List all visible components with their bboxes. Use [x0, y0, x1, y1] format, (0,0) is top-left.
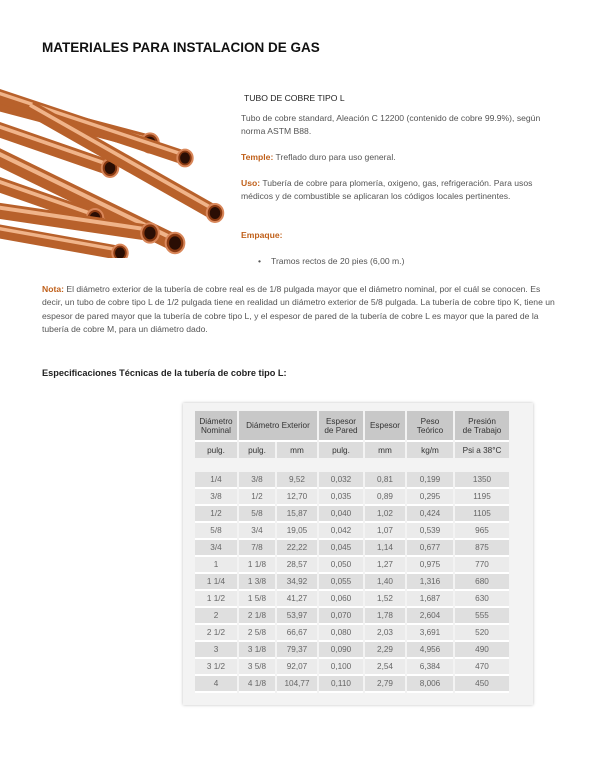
table-cell: 7/8 — [239, 540, 275, 557]
table-cell: 1,40 — [365, 574, 405, 591]
table-cell: 0,080 — [319, 625, 363, 642]
table-cell: 92,07 — [277, 659, 317, 676]
spec-title: Especificaciones Técnicas de la tubería de cobre tipo L: — [42, 368, 287, 378]
table-cell: 15,87 — [277, 506, 317, 523]
table-cell: 41,27 — [277, 591, 317, 608]
temple-label: Temple: — [241, 152, 274, 162]
table-cell: 2,03 — [365, 625, 405, 642]
table-cell: 3/4 — [239, 523, 275, 540]
table-cell: 5/8 — [239, 506, 275, 523]
table-cell: 1,14 — [365, 540, 405, 557]
table-cell: 555 — [455, 608, 509, 625]
table-row — [195, 540, 509, 557]
table-unit-header: Psi a 38°C — [455, 442, 509, 458]
empaque-bullet-item — [258, 256, 404, 266]
table-cell: 630 — [455, 591, 509, 608]
table-cell: 490 — [455, 642, 509, 659]
table-cell: 1,27 — [365, 557, 405, 574]
nota-text: El diámetro exterior de la tubería de cobre real es de 1/8 pulgada mayor que el diámetro nominal, por el cuál se conocen. Es decir, un tubo de cobre tipo L de 1/2 pulgada tiene en realidad un diámetro exterior de 5/8 pulgada. La tubería de cobre tipo K, tiene un espesor de pared mayor que la tubería de cobre tipo L, y el espesor de pared de la tubería de cobre L es mayor que la pared de la tubería de cobre M, para un diámetro dado. — [42, 284, 555, 334]
table-cell: 3 1/8 — [239, 642, 275, 659]
table-cell: 3 1/2 — [195, 659, 237, 676]
table-cell: 2,54 — [365, 659, 405, 676]
table-row — [195, 642, 509, 659]
table-cell: 0,295 — [407, 489, 453, 506]
table-cell: 3/8 — [239, 472, 275, 489]
table-header: Espesor — [365, 411, 405, 442]
table-cell: 1/4 — [195, 472, 237, 489]
table-cell: 5/8 — [195, 523, 237, 540]
table-cell: 1/2 — [239, 489, 275, 506]
copper-pipe-hole — [169, 236, 181, 250]
table-cell: 0,032 — [319, 472, 363, 489]
nota-paragraph — [42, 283, 560, 336]
empaque-item: Tramos rectos de 20 pies (6,00 m.) — [271, 256, 405, 266]
table-cell: 2 1/8 — [239, 608, 275, 625]
table-cell: 28,57 — [277, 557, 317, 574]
table-cell: 79,37 — [277, 642, 317, 659]
table-cell: 0,070 — [319, 608, 363, 625]
table-cell: 0,090 — [319, 642, 363, 659]
table-cell: 0,975 — [407, 557, 453, 574]
spec-table-image — [183, 403, 533, 705]
table-cell: 1 1/2 — [195, 591, 237, 608]
table-unit-header: pulg. — [195, 442, 237, 458]
table-cell: 1,316 — [407, 574, 453, 591]
table-cell: 19,05 — [277, 523, 317, 540]
product-subtitle: TUBO DE COBRE TIPO L — [244, 93, 345, 103]
table-unit-header: pulg. — [319, 442, 363, 458]
table-cell: 1/2 — [195, 506, 237, 523]
table-cell: 0,677 — [407, 540, 453, 557]
table-cell: 4 — [195, 676, 237, 693]
table-cell: 22,22 — [277, 540, 317, 557]
table-header: Espesor de Pared — [319, 411, 363, 442]
table-cell: 3,691 — [407, 625, 453, 642]
table-header: Diámetro Exterior — [239, 411, 317, 442]
copper-pipe-hole — [210, 207, 221, 219]
table-cell: 1,02 — [365, 506, 405, 523]
table-cell: 3 5/8 — [239, 659, 275, 676]
table-cell: 470 — [455, 659, 509, 676]
table-cell: 2,79 — [365, 676, 405, 693]
table-cell: 1,687 — [407, 591, 453, 608]
table-cell: 12,70 — [277, 489, 317, 506]
bullet-icon: • — [258, 256, 262, 266]
table-cell: 1 — [195, 557, 237, 574]
table-cell: 1,78 — [365, 608, 405, 625]
copper-pipe-hole — [144, 227, 155, 240]
table-cell: 2 1/2 — [195, 625, 237, 642]
table-cell: 0,042 — [319, 523, 363, 540]
table-cell: 0,040 — [319, 506, 363, 523]
table-cell: 0,050 — [319, 557, 363, 574]
table-cell: 0,199 — [407, 472, 453, 489]
temple-paragraph — [241, 151, 561, 164]
table-row — [195, 676, 509, 693]
table-cell: 0,060 — [319, 591, 363, 608]
table-cell: 0,81 — [365, 472, 405, 489]
table-cell: 0,045 — [319, 540, 363, 557]
table-row — [195, 591, 509, 608]
table-cell: 875 — [455, 540, 509, 557]
page-title: MATERIALES PARA INSTALACION DE GAS — [42, 40, 320, 55]
table-cell: 770 — [455, 557, 509, 574]
table-cell: 34,92 — [277, 574, 317, 591]
table-cell: 2,604 — [407, 608, 453, 625]
table-cell: 3/8 — [195, 489, 237, 506]
table-row — [195, 659, 509, 676]
table-cell: 1195 — [455, 489, 509, 506]
table-cell: 2,29 — [365, 642, 405, 659]
table-cell: 2 — [195, 608, 237, 625]
copper-pipe-hole — [180, 152, 190, 163]
table-header: Presión de Trabajo — [455, 411, 509, 442]
empaque-label-line — [241, 229, 561, 242]
table-cell: 680 — [455, 574, 509, 591]
table-row — [195, 557, 509, 574]
table-header: Diámetro Nominal — [195, 411, 237, 442]
table-cell: 1 1/4 — [195, 574, 237, 591]
table-unit-header: mm — [277, 442, 317, 458]
uso-paragraph — [241, 177, 561, 203]
table-row — [195, 608, 509, 625]
table-cell: 520 — [455, 625, 509, 642]
empaque-label: Empaque: — [241, 230, 283, 240]
table-unit-header: kg/m — [407, 442, 453, 458]
table-cell: 0,89 — [365, 489, 405, 506]
table-cell: 104,77 — [277, 676, 317, 693]
table-cell: 0,539 — [407, 523, 453, 540]
table-cell: 8,006 — [407, 676, 453, 693]
table-cell: 0,100 — [319, 659, 363, 676]
uso-label: Uso: — [241, 178, 261, 188]
table-cell: 4,956 — [407, 642, 453, 659]
table-row — [195, 523, 509, 540]
product-description: Tubo de cobre standard, Aleación C 12200 (contenido de cobre 99.9%), según norma ASTM B88. — [241, 113, 541, 136]
table-cell: 66,67 — [277, 625, 317, 642]
table-row — [195, 506, 509, 523]
table-cell: 1,52 — [365, 591, 405, 608]
table-cell: 3/4 — [195, 540, 237, 557]
table-cell: 1,07 — [365, 523, 405, 540]
table-unit-header: mm — [365, 442, 405, 458]
uso-text: Tubería de cobre para plomería, oxigeno, gas, refrigeración. Para usos médicos y de combustible se aplicaran los códigos locales pertinentes. — [241, 178, 533, 201]
table-cell: 1 1/8 — [239, 557, 275, 574]
table-cell: 1 3/8 — [239, 574, 275, 591]
table-cell: 0,055 — [319, 574, 363, 591]
table-cell: 53,97 — [277, 608, 317, 625]
table-header: Peso Teórico — [407, 411, 453, 442]
table-cell: 0,035 — [319, 489, 363, 506]
table-row — [195, 625, 509, 642]
table-cell: 2 5/8 — [239, 625, 275, 642]
table-cell: 1350 — [455, 472, 509, 489]
table-cell: 1105 — [455, 506, 509, 523]
table-cell: 3 — [195, 642, 237, 659]
table-cell: 4 1/8 — [239, 676, 275, 693]
table-row — [195, 574, 509, 591]
table-cell: 965 — [455, 523, 509, 540]
table-cell: 0,110 — [319, 676, 363, 693]
table-row — [195, 472, 509, 489]
table-cell: 9,52 — [277, 472, 317, 489]
spec-table — [193, 411, 511, 693]
temple-text: Treflado duro para uso general. — [273, 152, 396, 162]
copper-pipes-image — [0, 88, 232, 258]
table-row — [195, 489, 509, 506]
table-unit-header: pulg. — [239, 442, 275, 458]
table-cell: 0,424 — [407, 506, 453, 523]
nota-label: Nota: — [42, 284, 64, 294]
table-cell: 6,384 — [407, 659, 453, 676]
table-cell: 450 — [455, 676, 509, 693]
table-cell: 1 5/8 — [239, 591, 275, 608]
